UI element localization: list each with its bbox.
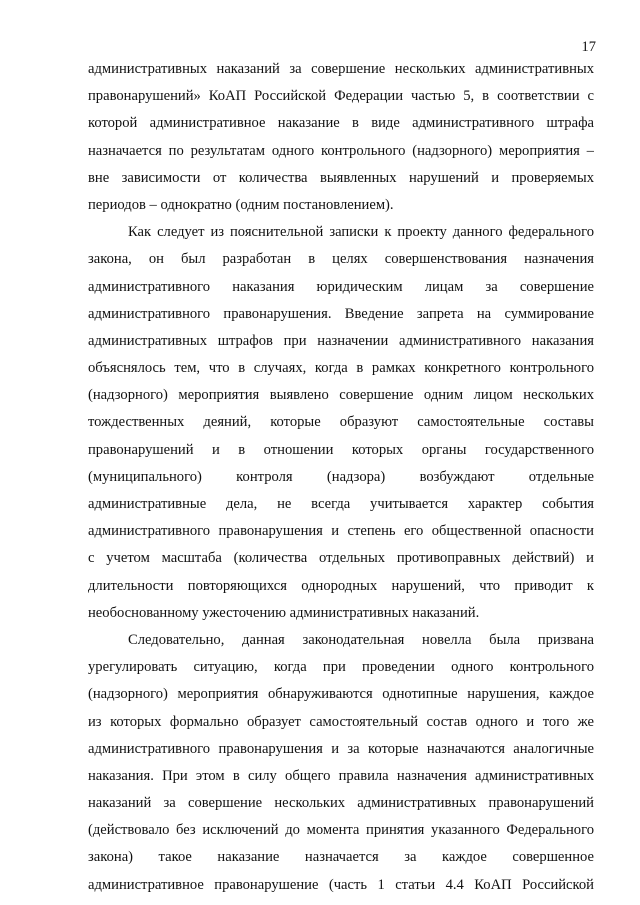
text-line: (действовало без исключений до момента принятия указанного Федерального xyxy=(88,822,594,839)
text-line: Следовательно, данная законодательная новелла была призвана xyxy=(128,631,594,648)
text-line: (надзорного) мероприятия выявлено совершение одним лицом нескольких xyxy=(88,387,594,404)
document-body xyxy=(88,56,594,899)
text-line: объяснялось тем, что в случаях, когда в рамках конкретного контрольного xyxy=(88,360,594,377)
text-line: из которых формально образует самостоятельный состав одного и того же xyxy=(88,713,594,730)
page-number: 17 xyxy=(581,39,596,55)
text-line: административные дела, не всегда учитывается характер события xyxy=(88,496,594,512)
text-line: с учетом масштаба (количества отдельных противоправных действий) и xyxy=(88,550,594,567)
text-line: назначается по результатам одного контрольного (надзорного) мероприятия – xyxy=(88,142,594,159)
text-line: урегулировать ситуацию, когда при проведении одного контрольного xyxy=(88,659,594,676)
text-line: правонарушений и в отношении которых органы государственного xyxy=(88,441,594,458)
text-line: (надзорного) мероприятия обнаруживаются однотипные нарушения, каждое xyxy=(88,686,594,703)
text-line: наказаний за совершение нескольких административных правонарушений xyxy=(88,795,594,812)
text-line: длительности повторяющихся однородных нарушений, что приводит к xyxy=(88,577,594,594)
text-line: вне зависимости от количества выявленных нарушений и проверяемых xyxy=(88,169,594,186)
text-line: административное правонарушение (часть 1 статьи 4.4 КоАП Российской xyxy=(88,876,594,893)
text-line: административного наказания юридическим лицам за совершение xyxy=(88,278,594,295)
text-line: административных штрафов при назначении административного наказания xyxy=(88,332,594,349)
text-line: необоснованному ужесточению административных наказаний. xyxy=(88,604,480,621)
text-line: административных наказаний за совершение нескольких административных xyxy=(88,61,594,77)
text-line: Как следует из пояснительной записки к проекту данного федерального xyxy=(128,224,594,241)
text-line: административного правонарушения и степень его общественной опасности xyxy=(88,523,594,540)
text-line: административного правонарушения и за которые назначаются аналогичные xyxy=(88,740,594,757)
text-line: правонарушений» КоАП Российской Федерации частью 5, в соответствии с xyxy=(88,88,594,105)
text-line: закона, он был разработан в целях совершенствования назначения xyxy=(88,251,594,268)
text-line: которой административное наказание в виде административного штрафа xyxy=(88,115,594,132)
text-line: (муниципального) контроля (надзора) возбуждают отдельные xyxy=(88,468,594,485)
text-line: наказания. При этом в силу общего правила назначения административных xyxy=(88,767,594,784)
text-line: административного правонарушения. Введение запрета на суммирование xyxy=(88,305,594,322)
text-line: периодов – однократно (одним постановлением). xyxy=(88,196,394,213)
text-line: закона) такое наказание назначается за каждое совершенное xyxy=(88,849,594,866)
text-line: тождественных деяний, которые образуют самостоятельные составы xyxy=(88,414,594,431)
